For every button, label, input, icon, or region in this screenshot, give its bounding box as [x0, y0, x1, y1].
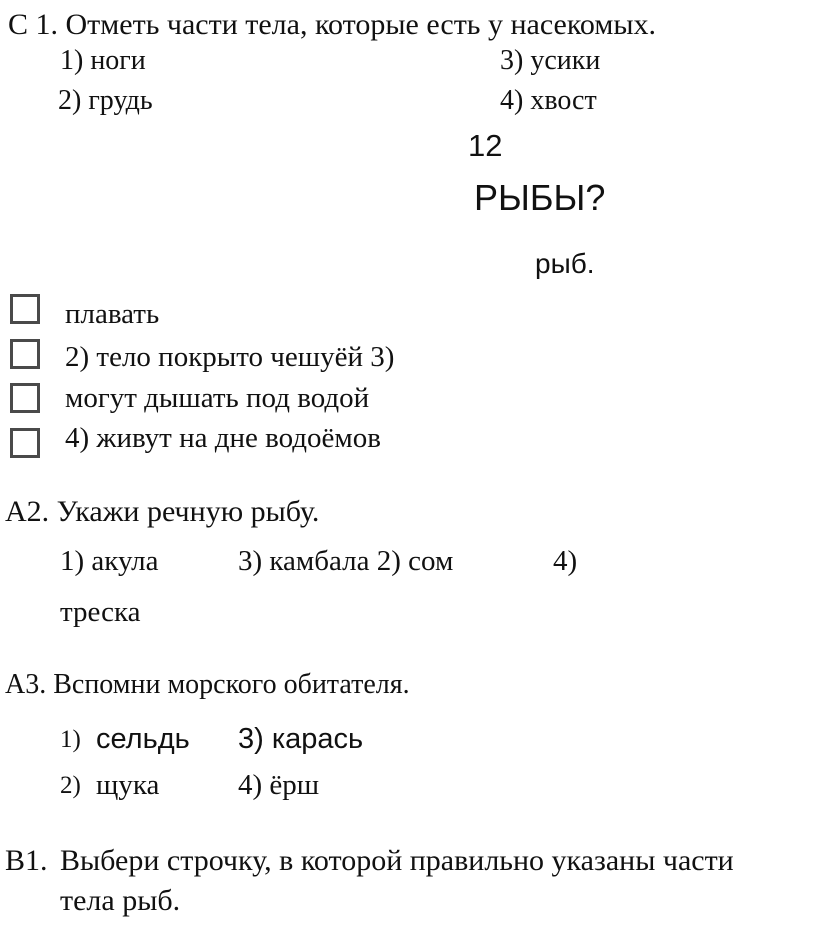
option-a2-4: 4) — [553, 545, 578, 577]
option-c1-3: 3) усики — [500, 45, 601, 76]
option-c1-1: 1) ноги — [60, 45, 146, 76]
checklist-line-3: могут дышать под водой — [65, 382, 370, 414]
option-c1-2: 2) грудь — [58, 85, 153, 116]
question-b1: Выбери строчку, в которой правильно указаны части — [60, 844, 734, 877]
checkbox-1[interactable] — [10, 294, 40, 324]
checklist-line-2: 2) тело покрыто чешуёй 3) — [65, 341, 395, 373]
option-a2-1: 1) акула — [60, 545, 159, 577]
option-a2-3-2: 3) камбала 2) сом — [238, 545, 454, 577]
option-a3-1: сельдь — [96, 723, 190, 755]
checkbox-3[interactable] — [10, 383, 40, 413]
option-a3-4: 4) ёрш — [238, 769, 320, 801]
question-a2: А2. Укажи речную рыбу. — [5, 495, 320, 528]
checklist-line-1: плавать — [65, 298, 160, 330]
slide-heading: РЫБЫ? — [474, 177, 606, 218]
checkbox-4[interactable] — [10, 428, 40, 458]
option-c1-4: 4) хвост — [500, 85, 597, 116]
option-a3-1-num: 1) — [60, 726, 81, 753]
option-a3-2-num: 2) — [60, 772, 81, 799]
slide-word: рыб. — [535, 248, 595, 279]
option-a3-2: щука — [96, 769, 160, 801]
slide-number: 12 — [468, 128, 503, 163]
question-b1-label: В1. — [5, 844, 48, 877]
option-a2-4-text: треска — [60, 596, 141, 628]
option-a3-3: 3) карась — [238, 723, 364, 755]
checklist-line-4: 4) живут на дне водоёмов — [65, 422, 381, 454]
checkbox-2[interactable] — [10, 339, 40, 369]
question-c1: С 1. Отметь части тела, которые есть у насекомых. — [8, 8, 656, 41]
question-b1-cont: тела рыб. — [60, 884, 181, 917]
question-a3: А3. Вспомни морского обитателя. — [5, 669, 410, 700]
